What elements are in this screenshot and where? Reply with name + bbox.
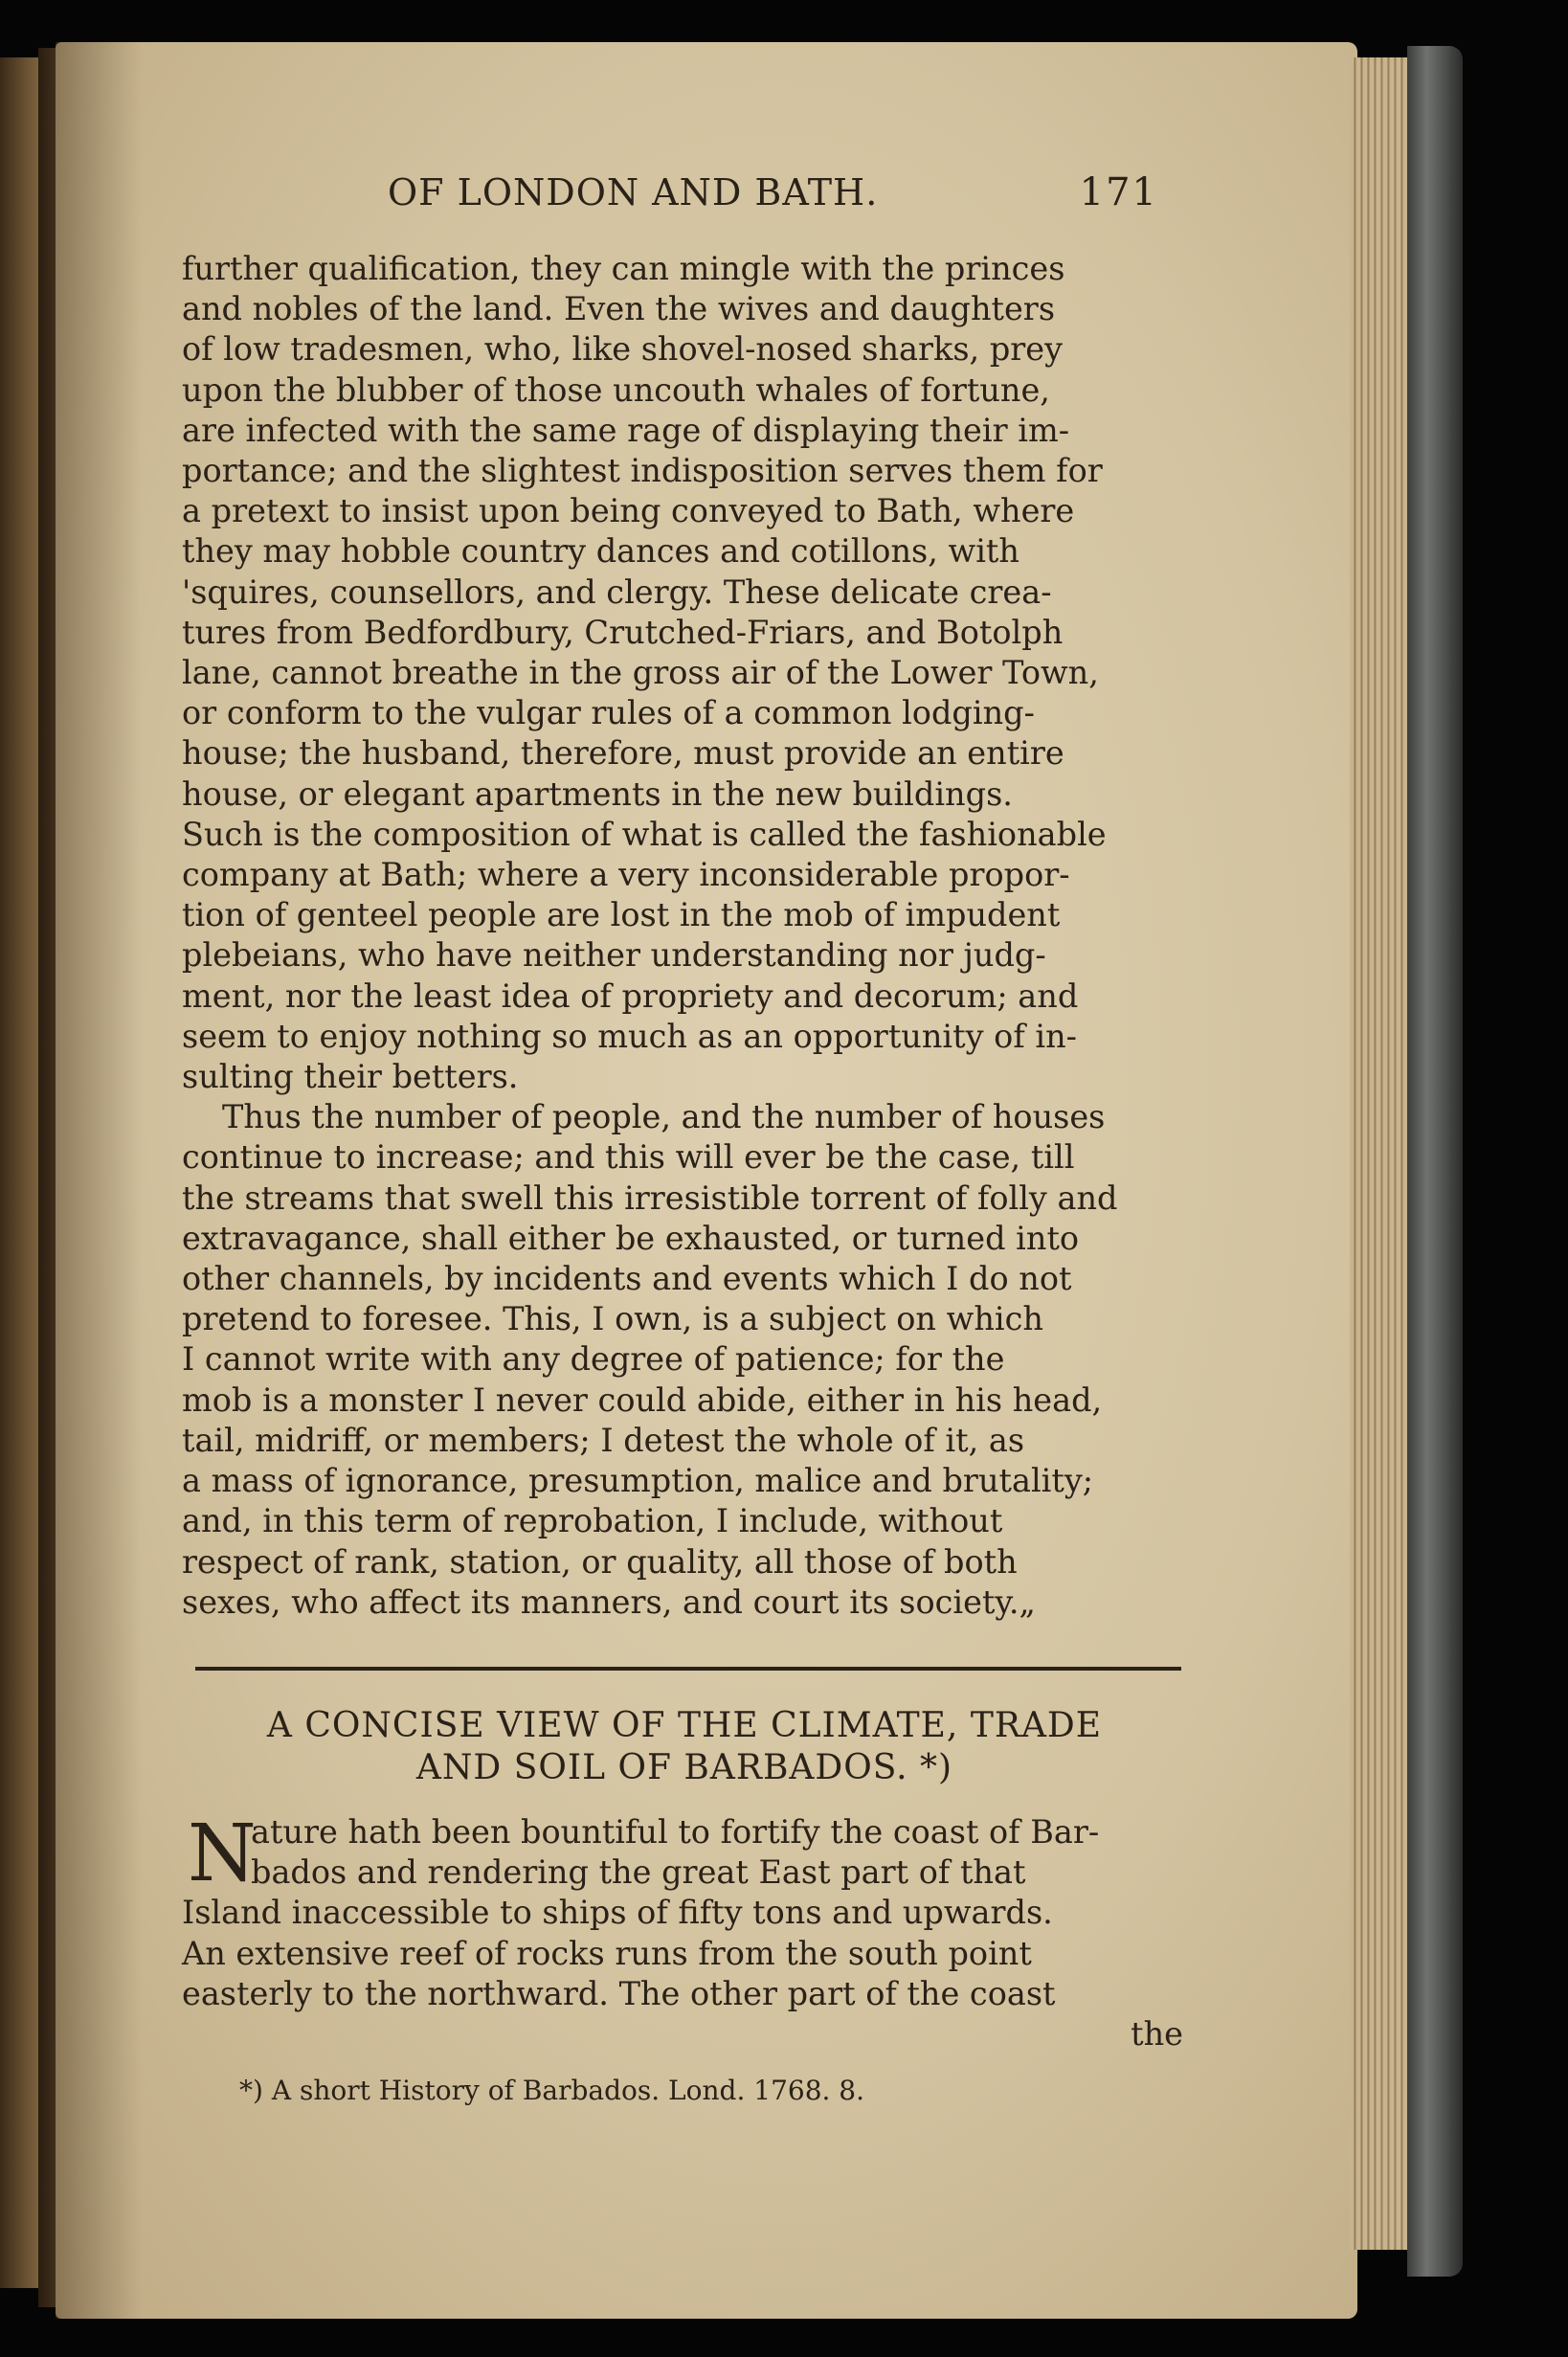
body-line: house, or elegant apartments in the new buildings. — [182, 774, 1013, 813]
body-line: sulting their betters. — [182, 1058, 519, 1096]
body-line: further qualification, they can mingle with the princes — [182, 250, 1065, 287]
body-line: tail, midriff, or members; I detest the whole of it, as — [182, 1421, 1025, 1459]
section-divider-rule — [195, 1667, 1181, 1671]
body-line: the streams that swell this irresistible torrent of folly and — [182, 1178, 1118, 1217]
running-head-title: OF LONDON AND BATH. — [388, 171, 879, 213]
book-cover-edge — [1407, 46, 1463, 2277]
page-number: 171 — [1079, 170, 1158, 214]
paragraph-line: An extensive reef of rocks runs from the south point — [182, 1934, 1032, 1972]
body-line: sexes, who affect its manners, and court its society.„ — [182, 1583, 1036, 1621]
body-line: company at Bath; where a very inconsiderable propor- — [182, 856, 1070, 894]
paragraph-line: bados and rendering the great East part of that — [251, 1853, 1026, 1892]
section-heading — [182, 1705, 1187, 1789]
body-line: house; the husband, therefore, must provide an entire — [182, 734, 1064, 773]
body-line: Such is the composition of what is called the fashionable — [182, 815, 1107, 853]
footnote: *) A short History of Barbados. Lond. 1768. 8. — [239, 2075, 865, 2107]
paragraph-line: Island inaccessible to ships of fifty tons and upwards. — [182, 1894, 1053, 1932]
body-line: pretend to foresee. This, I own, is a subject on which — [182, 1300, 1043, 1338]
body-line: tion of genteel people are lost in the mob of impudent — [182, 896, 1061, 934]
section-heading-line: AND SOIL OF BARBADOS. *) — [415, 1747, 953, 1787]
body-line: I cannot write with any degree of patience; for the — [182, 1340, 1005, 1379]
body-line: seem to enjoy nothing so much as an opportunity of in- — [182, 1017, 1078, 1055]
body-line: are infected with the same rage of displaying their im- — [182, 411, 1070, 449]
body-line: a mass of ignorance, presumption, malice and brutality; — [182, 1462, 1094, 1500]
body-line: a pretext to insist upon being conveyed to Bath, where — [182, 492, 1075, 530]
catchword: the — [1131, 2014, 1183, 2053]
body-line: lane, cannot breathe in the gross air of the Lower Town, — [182, 654, 1099, 692]
paragraph-line: easterly to the northward. The other part of the coast — [182, 1974, 1056, 2012]
running-head — [182, 172, 1187, 230]
body-line: they may hobble country dances and cotillons, with — [182, 532, 1019, 571]
body-line: ment, nor the least idea of propriety and decorum; and — [182, 976, 1079, 1015]
body-line: other channels, by incidents and events which I do not — [182, 1260, 1072, 1298]
body-line: and nobles of the land. Even the wives and daughters — [182, 290, 1056, 328]
body-line: continue to increase; and this will ever be the case, till — [182, 1138, 1075, 1177]
body-line: extravagance, shall either be exhausted, or turned into — [182, 1219, 1080, 1257]
body-text — [182, 249, 1187, 1623]
body-line: or conform to the vulgar rules of a common lodging- — [182, 694, 1035, 732]
body-line: of low tradesmen, who, like shovel-nosed sharks, prey — [182, 330, 1064, 369]
body-line: respect of rank, station, or quality, all those of both — [182, 1542, 1018, 1581]
body-line: tures from Bedfordbury, Crutched-Friars, and Botolph — [182, 613, 1064, 651]
body-line: upon the blubber of those uncouth whales of fortune, — [182, 370, 1050, 409]
section-heading-line: A CONCISE VIEW OF THE CLIMATE, TRADE — [266, 1705, 1103, 1745]
body-line: plebeians, who have neither understanding nor judg- — [182, 936, 1046, 975]
page-text-block — [182, 172, 1187, 2108]
body-line: and, in this term of reprobation, I include, without — [182, 1502, 1003, 1540]
body-line: mob is a monster I never could abide, either in his head, — [182, 1381, 1103, 1419]
paragraph-line: ature hath been bountiful to fortify the coast of Bar- — [251, 1812, 1100, 1851]
section-first-paragraph — [182, 1807, 1187, 2054]
drop-cap: N — [188, 1807, 257, 1899]
body-line: 'squires, counsellors, and clergy. These delicate crea- — [182, 572, 1052, 611]
body-line: Thus the number of people, and the number of houses — [222, 1098, 1106, 1136]
body-line: portance; and the slightest indisposition serves them for — [182, 452, 1103, 490]
